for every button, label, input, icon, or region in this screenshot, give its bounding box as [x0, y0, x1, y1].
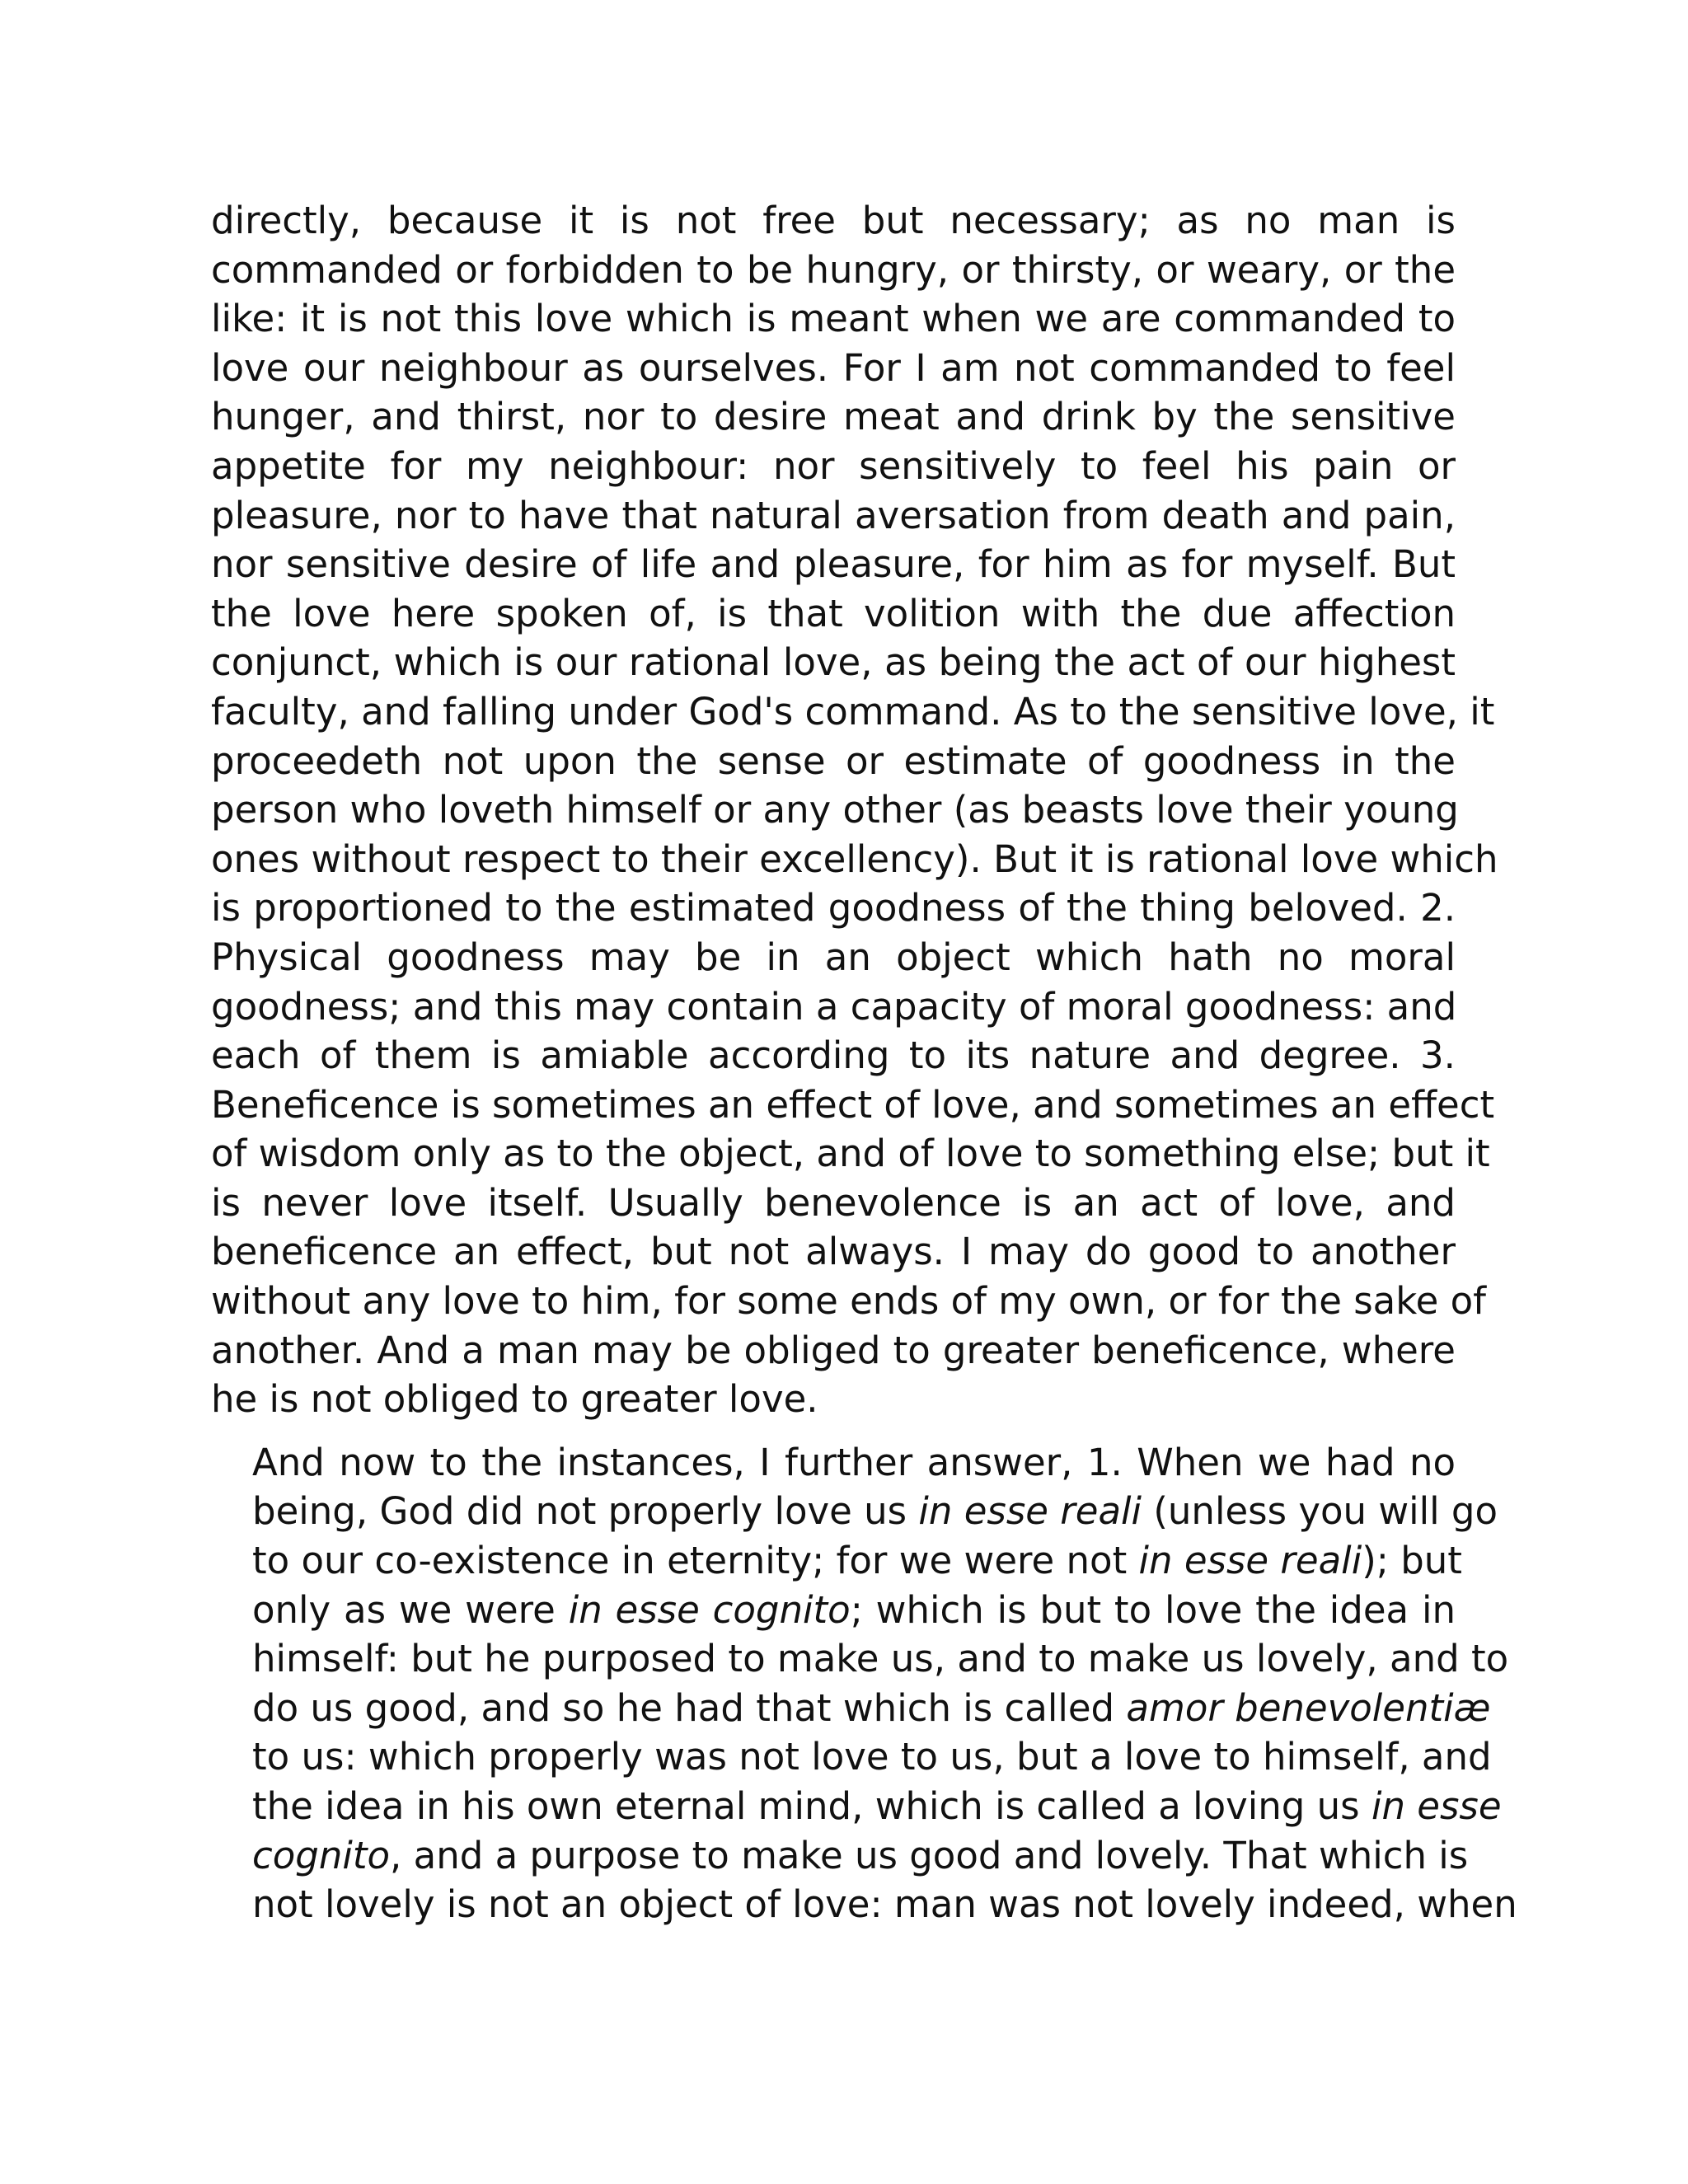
text-line	[211, 1634, 1509, 1684]
text-line	[211, 589, 1456, 639]
text-segment: proceedeth not upon the sense or estimate of goodness in the	[211, 738, 1456, 783]
text-segment: goodness; and this may contain a capacity of moral goodness: and	[211, 984, 1457, 1029]
text-segment: is never love itself. Usually benevolence is an act of love, and	[211, 1180, 1456, 1225]
paragraph	[211, 196, 1498, 1424]
italic-phrase: amor benevolentiæ	[1126, 1685, 1491, 1730]
text-segment: appetite for my neighbour: nor sensitively to feel his pain or	[211, 443, 1456, 488]
text-line	[211, 687, 1495, 737]
text-line	[211, 883, 1456, 933]
text-line	[211, 1880, 1517, 1929]
text-segment: beneficence an effect, but not always. I may do good to another	[211, 1230, 1456, 1274]
text-segment: without any love to him, for some ends of my own, or for the sake of	[211, 1279, 1487, 1324]
text-segment: directly, because it is not free but necessary; as no man is	[211, 199, 1456, 242]
text-line	[211, 1438, 1456, 1488]
text-line	[211, 540, 1456, 589]
text-segment: ; which is but to love the idea in	[850, 1587, 1456, 1632]
text-segment: being, God did not properly love us	[252, 1489, 919, 1534]
text-segment: , and a purpose to make us good and lovely. That which is	[390, 1833, 1469, 1877]
text-segment: (unless you will go	[1142, 1489, 1498, 1534]
text-segment: nor sensitive desire of life and pleasure, for him as for myself. But	[211, 542, 1456, 587]
text-segment: the love here spoken of, is that volition with the due affection	[211, 591, 1456, 635]
text-segment: each of them is amiable according to its nature and degree. 3.	[211, 1033, 1456, 1078]
text-line	[211, 835, 1498, 884]
text-segment: commanded or forbidden to be hungry, or thirsty, or weary, or the	[211, 247, 1456, 292]
text-line	[211, 1080, 1495, 1130]
italic-phrase: in esse reali	[1138, 1539, 1362, 1583]
text-segment: himself: but he purposed to make us, and to make us lovely, and to	[252, 1637, 1509, 1681]
text-segment: ); but	[1362, 1539, 1462, 1583]
text-line	[211, 344, 1456, 393]
text-segment: another. And a man may be obliged to greater beneficence, where	[211, 1328, 1456, 1372]
text-segment: Beneficence is sometimes an effect of love, and sometimes an effect	[211, 1082, 1495, 1127]
text-line	[211, 1277, 1487, 1326]
text-segment: is proportioned to the estimated goodness of the thing beloved. 2.	[211, 886, 1456, 930]
text-line	[211, 785, 1459, 835]
text-segment: like: it is not this love which is meant when we are commanded to	[211, 297, 1456, 341]
text-line	[211, 442, 1456, 491]
text-segment: do us good, and so he had that which is called	[252, 1685, 1127, 1730]
text-segment: conjunct, which is our rational love, as being the act of our highest	[211, 640, 1456, 685]
text-segment: love our neighbour as ourselves. For I am not commanded to feel	[211, 345, 1456, 390]
text-line	[211, 737, 1456, 786]
text-line	[211, 1831, 1469, 1881]
text-line	[211, 1129, 1490, 1179]
text-segment: Physical goodness may be in an object which hath no moral	[211, 935, 1456, 979]
text-line	[211, 1684, 1491, 1733]
text-segment: pleasure, nor to have that natural aversation from death and pain,	[211, 493, 1456, 537]
text-line	[211, 196, 1456, 246]
text-line	[211, 1227, 1456, 1277]
text-segment: he is not obliged to greater love.	[211, 1377, 818, 1422]
italic-phrase: in esse cognito	[568, 1587, 851, 1632]
text-line	[211, 1782, 1502, 1831]
text-line	[211, 294, 1456, 344]
text-segment: person who loveth himself or any other (as beasts love their young	[211, 788, 1459, 832]
text-line	[211, 1536, 1462, 1586]
italic-phrase: in esse reali	[918, 1489, 1142, 1534]
text-line	[211, 1179, 1456, 1228]
text-line	[211, 246, 1456, 295]
text-segment: not lovely is not an object of love: man was not lovely indeed, when	[252, 1882, 1517, 1927]
text-line	[211, 1031, 1456, 1080]
text-line	[211, 1586, 1456, 1635]
text-line	[211, 491, 1456, 541]
text-segment: to our co-existence in eternity; for we were not	[252, 1539, 1139, 1583]
text-line	[211, 1732, 1492, 1782]
text-line	[211, 982, 1456, 1032]
text-line	[211, 638, 1456, 687]
text-segment: only as we were	[252, 1587, 569, 1632]
italic-phrase: cognito	[252, 1833, 391, 1877]
text-segment: And now to the instances, I further answer, 1. When we had no	[252, 1440, 1456, 1484]
text-segment: the idea in his own eternal mind, which is called a loving us	[252, 1784, 1372, 1828]
paragraph	[211, 1438, 1517, 1929]
text-segment: ones without respect to their excellency). But it is rational love which	[211, 837, 1498, 881]
text-segment: hunger, and thirst, nor to desire meat and drink by the sensitive	[211, 395, 1456, 439]
italic-phrase: in esse	[1371, 1784, 1502, 1828]
text-segment: faculty, and falling under God's command. As to the sensitive love, it	[211, 689, 1495, 733]
text-segment: of wisdom only as to the object, and of love to something else; but it	[211, 1132, 1490, 1176]
text-line	[211, 1487, 1498, 1536]
text-line	[211, 1326, 1456, 1376]
text-line	[211, 933, 1456, 982]
body-text	[211, 196, 1517, 1929]
text-line	[211, 1375, 1456, 1424]
text-segment: to us: which properly was not love to us, but a love to himself, and	[252, 1735, 1492, 1779]
text-line	[211, 392, 1456, 442]
